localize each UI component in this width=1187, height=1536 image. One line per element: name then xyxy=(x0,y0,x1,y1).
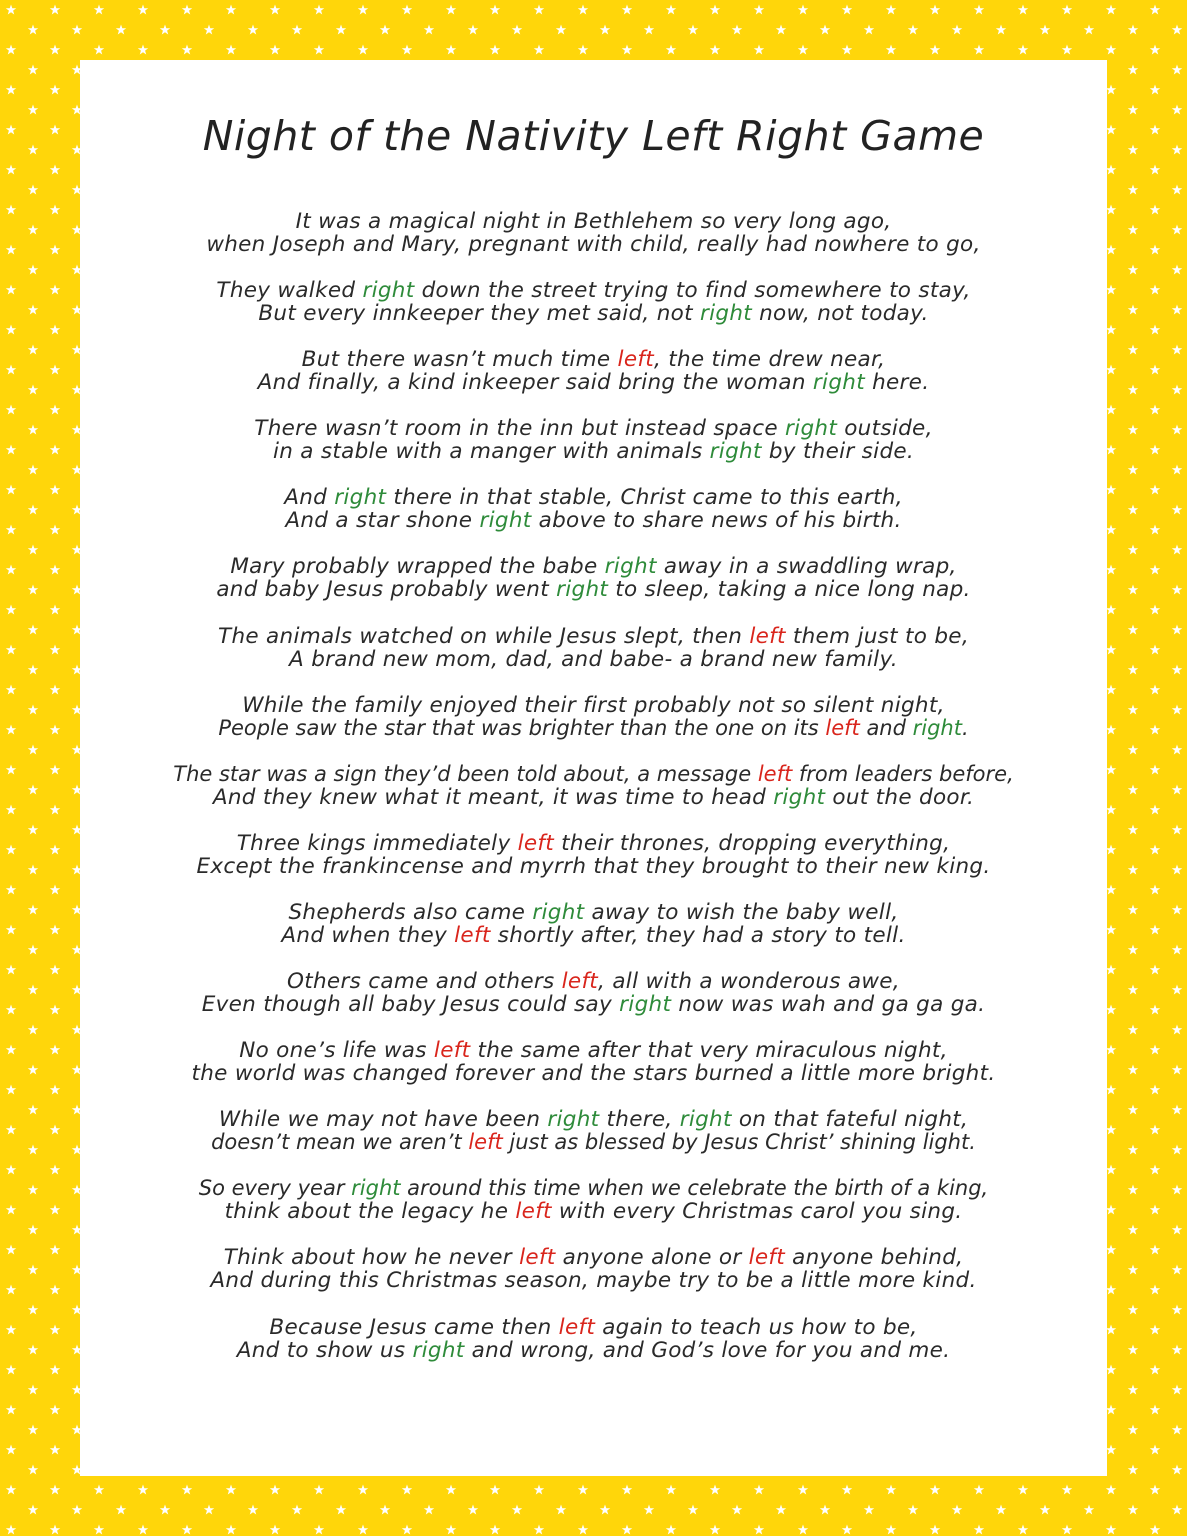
stanza xyxy=(80,1108,1107,1154)
stanza xyxy=(80,1177,1107,1223)
keyword-left: left xyxy=(517,830,555,856)
keyword-left: left xyxy=(519,1245,556,1271)
stanza xyxy=(80,1246,1107,1292)
poem-line: the world was changed forever and the stars burned a little more bright. xyxy=(191,1061,996,1087)
poem-line: And finally, a kind inkeeper said bring the woman right here. xyxy=(257,370,930,396)
page-title: Night of the Nativity Left Right Game xyxy=(202,112,985,160)
poem-line: So every year right around this time when we celebrate the birth of a king, xyxy=(198,1176,989,1201)
poem-line: when Joseph and Mary, pregnant with child, really had nowhere to go, xyxy=(206,232,981,257)
keyword-right: right xyxy=(679,1107,732,1133)
poem-line: It was a magical night in Bethlehem so very long ago, xyxy=(295,209,892,234)
stanza xyxy=(80,901,1107,947)
poem-line: The animals watched on while Jesus slept, then left them just to be, xyxy=(218,623,969,649)
poem-line: And to show us right and wrong, and God’s love for you and me. xyxy=(236,1337,951,1363)
poem-line: While the family enjoyed their first probably not so silent night, xyxy=(242,692,945,718)
keyword-right: right xyxy=(556,577,609,603)
stanza xyxy=(80,625,1107,671)
poem-line: think about the legacy he left with every Christmas carol you sing. xyxy=(224,1199,963,1225)
poem-panel xyxy=(80,60,1107,1476)
poem-line: They walked right down the street trying to find somewhere to stay, xyxy=(216,278,971,304)
keyword-right: right xyxy=(334,485,387,511)
poem-line: Others came and others left, all with a wonderous awe, xyxy=(287,969,900,995)
poem-line: A brand new mom, dad, and babe- a brand new family. xyxy=(289,646,898,672)
keyword-left: left xyxy=(748,1245,786,1271)
poem-line: And a star shone right above to share news of his birth. xyxy=(285,508,902,534)
poem-line: Even though all baby Jesus could say right now was wah and ga ga ga. xyxy=(201,992,986,1018)
poem-line: And when they left shortly after, they had a story to tell. xyxy=(281,922,906,948)
stanza xyxy=(80,694,1107,740)
stanza xyxy=(80,832,1107,878)
poem-line: People saw the star that was brighter than the one on its left and right. xyxy=(218,715,969,740)
keyword-right: right xyxy=(362,278,415,304)
poem-line: and baby Jesus probably went right to sleep, taking a nice long nap. xyxy=(216,577,971,603)
keyword-right: right xyxy=(812,370,865,396)
poem-line: The star was a sign they’d been told about, a message left from leaders before, xyxy=(173,761,1014,786)
poem-line: No one’s life was left the same after that very miraculous night, xyxy=(239,1038,948,1064)
keyword-right: right xyxy=(604,554,657,580)
stanza xyxy=(80,486,1107,532)
keyword-left: left xyxy=(749,623,786,649)
poem-line: Three kings immediately left their thrones, dropping everything, xyxy=(236,830,951,856)
keyword-left: left xyxy=(558,1314,596,1340)
stanza xyxy=(80,970,1107,1016)
keyword-right: right xyxy=(785,416,838,442)
poem xyxy=(80,210,1107,1385)
stanza xyxy=(80,279,1107,325)
keyword-right: right xyxy=(351,1176,401,1201)
keyword-right: right xyxy=(412,1337,465,1363)
poem-line: And they knew what it meant, it was time to head right out the door. xyxy=(212,784,975,810)
poem-line: Except the frankincense and myrrh that they brought to their new king. xyxy=(196,853,991,879)
stanza xyxy=(80,555,1107,601)
poem-line: in a stable with a manger with animals right by their side. xyxy=(272,439,915,465)
stanza xyxy=(80,1316,1107,1362)
keyword-right: right xyxy=(773,784,826,810)
keyword-left: left xyxy=(515,1199,552,1225)
poem-line: While we may not have been right there, right on that fateful night, xyxy=(218,1107,969,1133)
poem-line: Shepherds also came right away to wish the baby well, xyxy=(288,899,899,925)
keyword-right: right xyxy=(699,301,752,327)
poem-line: Mary probably wrapped the babe right away in a swaddling wrap, xyxy=(230,554,957,580)
poem-line: And during this Christmas season, maybe try to be a little more kind. xyxy=(210,1268,977,1294)
stanza xyxy=(80,348,1107,394)
keyword-left: left xyxy=(468,1130,503,1155)
keyword-left: left xyxy=(757,761,793,786)
poem-line: Because Jesus came then left again to teach us how to be, xyxy=(269,1314,918,1340)
keyword-right: right xyxy=(479,508,532,534)
poem-line: But every innkeeper they met said, not right now, not today. xyxy=(258,301,929,327)
keyword-left: left xyxy=(433,1038,471,1064)
keyword-right: right xyxy=(709,439,762,465)
keyword-left: left xyxy=(617,347,654,373)
keyword-left: left xyxy=(825,715,860,740)
poem-line: And right there in that stable, Christ came to this earth, xyxy=(284,485,903,511)
stanza xyxy=(80,1039,1107,1085)
stanza xyxy=(80,210,1107,256)
poem-line: But there wasn’t much time left, the time drew near, xyxy=(301,347,886,373)
stanza xyxy=(80,417,1107,463)
keyword-left: left xyxy=(561,969,599,995)
poem-line: There wasn’t room in the inn but instead space right outside, xyxy=(254,416,933,442)
keyword-left: left xyxy=(454,922,491,948)
keyword-right: right xyxy=(532,899,585,925)
keyword-right: right xyxy=(619,992,672,1018)
poem-line: Think about how he never left anyone alone or left anyone behind, xyxy=(223,1245,964,1271)
keyword-right: right xyxy=(912,715,962,740)
keyword-right: right xyxy=(547,1107,600,1133)
poem-line: doesn’t mean we aren’t left just as blessed by Jesus Christ’ shining light. xyxy=(211,1130,976,1155)
stanza xyxy=(80,763,1107,809)
